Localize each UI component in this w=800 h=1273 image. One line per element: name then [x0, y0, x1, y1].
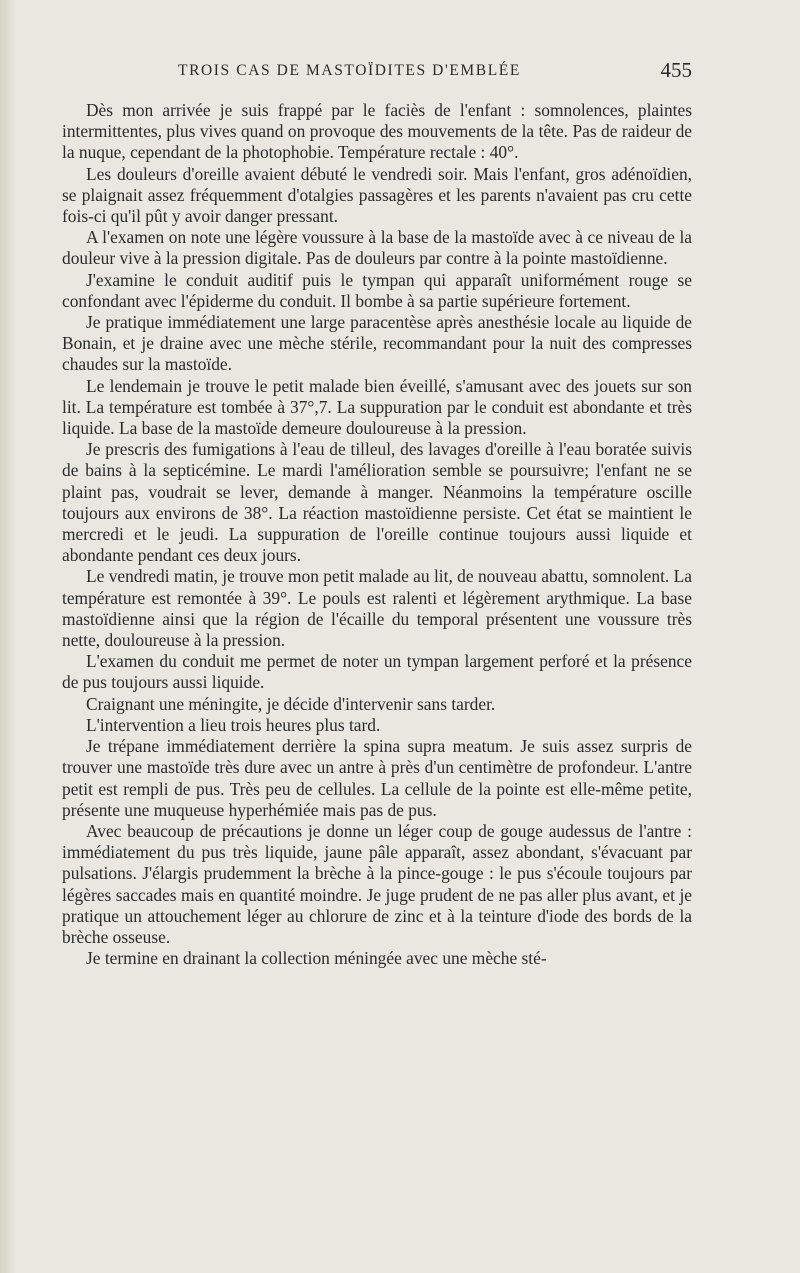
- paragraph: Je trépane immédiatement derrière la spina supra meatum. Je suis assez surpris de trouver une mastoïde très dure avec un antre à près d'un centimètre de profondeur. L'antre petit est rempli de pus. Très peu de cellules. La cellule de la pointe est elle-même petite, présente une muqueuse hyperhémiée mais pas de pus.: [62, 736, 692, 820]
- paragraph: Je prescris des fumigations à l'eau de tilleul, des lavages d'oreille à l'eau boratée suivis de bains à la septicémine. Le mardi l'amélioration semble se poursuivre; l'enfant ne se plaint pas, voudrait se lever, demande à manger. Néanmoins la température oscille toujours aux environs de 38°. La réaction mastoïdienne persiste. Cet état se maintient le mercredi et le jeudi. La suppuration de l'oreille continue toujours aussi liquide et abondante pendant ces deux jours.: [62, 439, 692, 566]
- paragraph: Craignant une méningite, je décide d'intervenir sans tarder.: [86, 693, 496, 714]
- paragraph: Le vendredi matin, je trouve mon petit malade au lit, de nouveau abattu, somnolent. La température est remontée à 39°. Le pouls est ralenti et légèrement arythmique. La base mastoïdienne ainsi que la région de l'écaille du temporal présentent une voussure très nette, douloureuse à la pression.: [62, 566, 692, 651]
- paragraph: Je pratique immédiatement une large paracentèse après anesthésie locale au liquide de Bonain, et je draine avec une mèche stérile, recommandant pour la nuit des compresses chaudes sur la mastoïde.: [62, 312, 692, 375]
- page-gutter-shadow: [0, 0, 16, 1273]
- body-text: [62, 100, 692, 969]
- paragraph: L'examen du conduit me permet de noter un tympan largement perforé et la présence de pus toujours aussi liquide.: [62, 651, 692, 693]
- running-title: TROIS CAS DE MASTOÏDITES D'EMBLÉE: [178, 62, 521, 79]
- paragraph: Dès mon arrivée je suis frappé par le faciès de l'enfant : somnolences, plaintes intermittentes, plus vives quand on provoque des mouvements de la tête. Pas de raideur de la nuque, cependant de la photophobie. Température rectale : 40°.: [62, 100, 692, 163]
- paragraph: Les douleurs d'oreille avaient débuté le vendredi soir. Mais l'enfant, gros adénoïdien, se plaignait assez fréquemment d'otalgies passagères et les parents n'avaient pas cru cette fois-ci qu'il pût y avoir danger pressant.: [62, 163, 692, 227]
- paragraph: Avec beaucoup de précautions je donne un léger coup de gouge audessus de l'antre : immédiatement du pus très liquide, jaune pâle apparaît, assez abondant, s'évacuant par pulsations. J'élargis prudemment la brèche à la pince-gouge : le pus s'écoule toujours par légères saccades mais en quantité moindre. Je juge prudent de ne pas aller plus avant, et je pratique un attouchement léger au chlorure de zinc et à la teinture d'iode des bords de la brèche osseuse.: [62, 820, 692, 947]
- paragraph: Le lendemain je trouve le petit malade bien éveillé, s'amusant avec des jouets sur son lit. La température est tombée à 37°,7. La suppuration par le conduit est abondante et très liquide. La base de la mastoïde demeure douloureuse à la pression.: [62, 375, 692, 439]
- page-number: 455: [660, 58, 692, 82]
- page-header: [60, 58, 700, 88]
- paragraph: Je termine en drainant la collection méningée avec une mèche sté-: [86, 948, 547, 969]
- paragraph: L'intervention a lieu trois heures plus tard.: [86, 714, 381, 735]
- paragraph: J'examine le conduit auditif puis le tympan qui apparaît uniformément rouge se confondant avec l'épiderme du conduit. Il bombe à sa partie supérieure fortement.: [62, 269, 692, 311]
- paragraph: A l'examen on note une légère voussure à la base de la mastoïde avec à ce niveau de la douleur vive à la pression digitale. Pas de douleurs par contre à la pointe mastoïdienne.: [62, 227, 692, 269]
